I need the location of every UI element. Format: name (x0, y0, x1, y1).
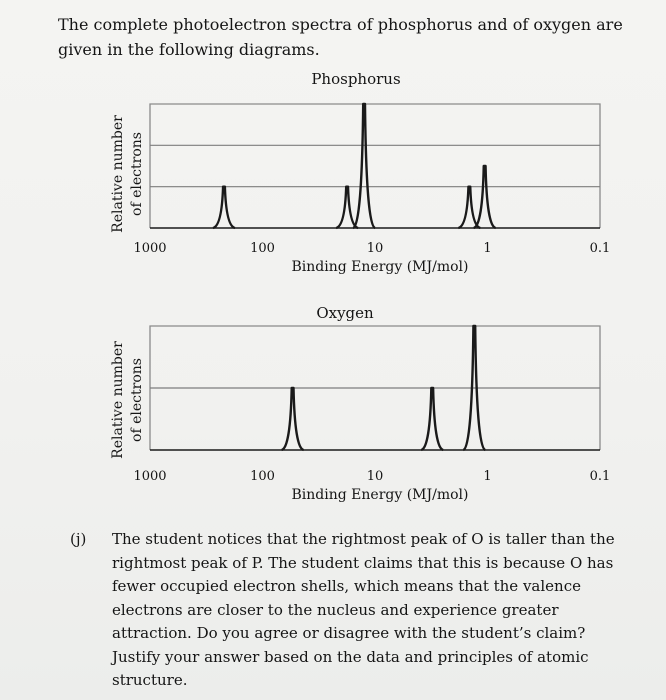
oxygen-chart (0, 298, 666, 508)
y-axis-label-line1: Relative number (110, 115, 126, 233)
x-axis-label: Binding Energy (MJ/mol) (291, 487, 469, 503)
x-tick-label: 0.1 (589, 469, 611, 484)
x-tick-label: 0.1 (589, 241, 611, 256)
x-tick-label: 100 (250, 469, 275, 484)
y-axis-label (110, 341, 145, 459)
x-tick-label: 1 (483, 241, 492, 256)
x-tick-label: 1000 (133, 241, 167, 256)
plot-frame (150, 104, 600, 228)
x-tick-label: 100 (250, 241, 275, 256)
x-tick-label: 10 (366, 241, 384, 256)
y-axis-label (110, 115, 145, 233)
x-tick-label: 1 (483, 469, 492, 484)
spectrum-peak (336, 187, 358, 228)
plot-area (150, 326, 600, 450)
y-axis-label-line1: Relative number (110, 341, 126, 459)
plot-area (150, 104, 600, 228)
x-tick-label: 10 (366, 469, 384, 484)
spectrum-peak (282, 388, 304, 450)
chart-title: Oxygen (316, 304, 374, 322)
phosphorus-chart (0, 64, 666, 284)
x-tick-label: 1000 (133, 469, 167, 484)
spectrum-peak (474, 166, 496, 228)
chart-title: Phosphorus (311, 70, 401, 88)
question-label: (j) (70, 530, 87, 548)
question-j (70, 528, 630, 693)
intro-text: The complete photoelectron spectra of phosphorus and of oxygen are given in the following diagrams. (58, 15, 623, 59)
x-tick-labels (133, 469, 610, 484)
y-axis-label-line2: of electrons (129, 132, 145, 216)
spectrum-peak (458, 187, 480, 228)
spectrum-peak (353, 104, 375, 228)
spectrum-peak (421, 388, 443, 450)
y-axis-label-line2: of electrons (129, 358, 145, 442)
question-text: The student notices that the rightmost peak of O is taller than the rightmost peak of P. The student claims that this is because O has fewer occupied electron shells, which means that the valence electrons are closer to the nucleus and experience greater attraction. Do you agree or disagree with the student’s claim? Justify your answer based on the data and principles of atomic structure. (112, 530, 615, 689)
x-tick-labels (133, 241, 610, 256)
spectrum-peak (213, 187, 235, 228)
x-axis-label: Binding Energy (MJ/mol) (291, 259, 469, 275)
